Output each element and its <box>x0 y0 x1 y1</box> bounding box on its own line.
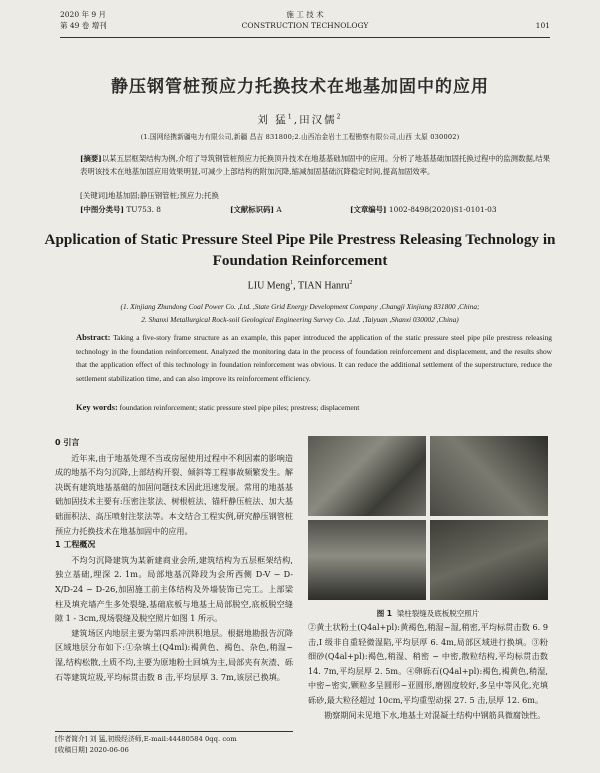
article-number: 1002-8498(2020)S1-0101-03 <box>388 205 497 214</box>
keywords-cn <box>80 190 550 202</box>
section-heading-intro: 0 引言 <box>55 438 80 447</box>
journal-name-en: CONSTRUCTION TECHNOLOGY <box>241 21 369 30</box>
paragraph: 建筑场区内地层主要为第四系冲洪积地层。根据地勘报告沉降区域地层分布如下:①杂填土(Q4ml):褐黄色、褐色、杂色,稍湿~湿,结构松散,土质不均,主要为原地粉土回填为主,局部夹有灰渣、砾石等建筑垃圾,平均标贯击数 8 击,平均层厚 3. 7m,该层已换填。 <box>55 627 293 682</box>
author-2-en: TIAN Hanru <box>297 280 350 292</box>
keywords-text-en: foundation reinforcement; static pressure steel pipe piles; prestress; displacement <box>119 403 360 412</box>
author-2-cn: 田汉儒 <box>299 114 337 126</box>
affiliations-en: (1. Xinjiang Zhundong Coal Power Co. ,Ltd. ,State Grid Energy Development Company ,Changji Xinjiang 831800 ,China; 2. Shanxi Metallurgical Rock-soil Geological Engineering Survey Co. ,Ltd. ,Taiyuan ,Shanxi 030002 ,China) <box>120 302 480 324</box>
author-bio: [作者简介] 刘 猛,初级经济师,E-mail:44480584 0qq. com <box>55 735 237 743</box>
section-heading-overview: 1 工程概况 <box>55 540 96 550</box>
received-date: [收稿日期] 2020-06-06 <box>55 746 129 754</box>
footnote <box>55 731 293 756</box>
figure-caption: 图 1 梁柱裂缝及底板脱空照片 <box>376 609 480 618</box>
keywords-text-cn: 地基加固;静压钢管桩;预应力;托换 <box>107 191 219 200</box>
crack-photo <box>308 436 426 516</box>
issue-date: 2020 年 9 月 <box>60 10 107 19</box>
abstract-text-en: Taking a five-story frame structure as an example, this paper introduced the application of the static pressure steel pipe pile prestress releasing technology in the foundation reinforcement. Analyzed the monitoring data in the process of foundation reinforcement and displacement, and the results show that the application effect of this technology in foundation reinforcement was obvious. It can reduce the additional settlement of the superstructure, reduce the settlement stabilization time, and can also improve its reinforcement efficiency. <box>76 333 552 383</box>
keywords-label-en: Key words: <box>76 402 118 412</box>
keywords-en <box>76 402 552 412</box>
keywords-label-cn: [关键词] <box>80 191 108 200</box>
gap-photo <box>308 520 426 600</box>
page: 2020 年 9 月 第 49 卷 增刊 施 工 技 术 CONSTRUCTION TECHNOLOGY 101 静压钢管桩预应力托换技术在地基加固中的应用 刘 猛$^1$,田汉儒$^2$ (1.国网经携新疆电力有限公司,新疆 昌吉 831800;2.山西冶金岩土工程勘察有限公司,山西 太原 030002) [摘要]以某五层框架结构为例,介绍了导筑钢管桩预应力托换顶升技术在地基基础加固中的应用。分析了地基基础加固托换过程中的监测数据,结果表明该技术在地基加固应用效果明显,可减少上部结构的附加沉降,缩减加固基础沉降稳定时间,提高加固效率。 [关键词]地基加固;静压钢管桩;预应力;托换 [中图分类号] TU753. 8 [文献标识码] A [文章编号] 1002-8498(2020)S1-0101-03 Application of Static Pressure Steel Pipe Pile Prestress Releasing Technology in Foundation Reinforcement LIU Meng$^1$, TIAN Hanru$^2$ (1. Xinjiang Zhundong Coal Power Co. ,Ltd. ,State Grid Energy Development Company ,Changji Xinjiang 831800 ,China; 2. Shanxi Metallurgical Rock-soil Geological Engineering Survey Co. ,Ltd. ,Taiyuan ,Shanxi 030002 ,China) Abstract: Taking a five-story frame structure as an example, this paper introduced the application of the static pressure steel pipe pile prestress releasing technology in the foundation reinforcement. Analyzed the monitoring data in the process of foundation reinforcement and displacement, and the results show that the application effect of this technology in foundation reinforcement was obvious. It can reduce the additional settlement of the superstructure, reduce the settlement stabilization time, and can also improve its reinforcement efficiency. Key words: foundation reinforcement; static pressure steel pipe piles; prestress; displacement 0 引言 近年来,由于地基处理不当或房屋使用过程中不利因素的影响造成的地基不均匀沉降,上部结构开裂、倾斜等工程事故频繁发生。解决既有建筑地基基础的加固问题技术因此迅速发展。常用的地基基础加固技术主要有:压密注浆法、树根桩法、锚杆静压桩法、加大基础面积法、高压喷射注浆法等。本文结合工程实例,研究静压钢管桩预应力托换技术在地基加固中的应用。 1 工程概况 不均匀沉降建筑为某新建商业会所,建筑结构为五层框架结构,独立基础,埋深 2. 1m。局部地基沉降段为会所西侧 D-V ~ D-X/D-24 ~ D-26,加固施工前主体结构及外墙装饰已完工。上部梁柱及填充墙产生多处裂缝,基础底板与地基土局部脱空,底板脱空缝隙 1 - 3cm,现场裂缝及脱空照片如图 1 所示。 建筑场区内地层主要为第四系冲洪积地层。根据地勘报告沉降区域地层分布如下:①杂填土(Q4ml):褐黄色、褐色、杂色,稍湿~湿,结构松散,土质不均,主要为原地粉土回填为主,局部夹有灰渣、砾石等建筑垃圾,平均标贯击数 8 击,平均层厚 3. 7m,该层已换填。 图 1 梁柱裂缝及底板脱空照片 ②黄土状粉土(Q4al+pl):黄褐色,稍湿~湿,稍密,平均标贯击数 6. 9 击,I 级非自重轻微湿陷,平均层厚 6. 4m,局部区域进行换填。③粉细砂(Q4al+pl):褐色,稍湿、稍密 ~ 中密,散粒结构,平均标贯击数 14. 7m,平均层厚 2. 5m。④卵砾石(Q4al+pl):褐色,褐黄色,稍湿,中密~密实,颗粒多呈圆形~亚圆形,磨圆度较好,多呈中等风化,充填砾砂,最大粒径超过 10cm,平均重型动探 27. 5 击,层厚 12. 6m。 勘察期间未见地下水,地基土对混凝土结构中钢筋具微腐蚀性。 [作者简介] 刘 猛,初级经济师,E-mail:44480584 0qq. com [收稿日期] 2020-06-06 <box>0 0 600 773</box>
article-title-cn: 静压钢管桩预应力托换技术在地基加固中的应用 <box>111 77 489 97</box>
paragraph: 不均匀沉降建筑为某新建商业会所,建筑结构为五层框架结构,独立基础,埋深 2. 1m。局部地基沉降段为会所西侧 D-V ~ D-X/D-24 ~ D-26,加固施工前主体结构及外墙装饰已完工。上部梁柱及填充墙产生多处裂缝,基础底板与地基土局部脱空,底板脱空缝隙 1 - 3cm,现场裂缝及脱空照片如图 1 所示。 <box>55 554 293 624</box>
abstract-label-en: Abstract: <box>76 332 111 342</box>
body-left-column <box>55 436 293 684</box>
author-1-cn: 刘 猛 <box>257 114 288 126</box>
cls-number: TU753. 8 <box>126 205 161 214</box>
abstract-cn <box>80 153 550 178</box>
paragraph: 近年来,由于地基处理不当或房屋使用过程中不利因素的影响造成的地基不均匀沉降,上部结构开裂、倾斜等工程事故频繁发生。解决既有建筑地基基础的加固问题技术因此迅速发展。常用的地基基础加固技术主要有:压密注浆法、树根桩法、锚杆静压桩法、加大基础面积法、高压喷射注浆法等。本文结合工程实例,研究静压钢管桩预应力托换技术在地基加固中的应用。 <box>55 452 293 536</box>
crack-photo <box>430 436 548 516</box>
doc-code: A <box>276 205 282 214</box>
gap-photo <box>430 520 548 600</box>
volume-issue: 第 49 卷 增刊 <box>60 21 107 30</box>
author-1-en: LIU Meng <box>247 280 291 292</box>
journal-name-cn: 施 工 技 术 <box>286 10 324 19</box>
paragraph: ②黄土状粉土(Q4al+pl):黄褐色,稍湿~湿,稍密,平均标贯击数 6. 9 击,I 级非自重轻微湿陷,平均层厚 6. 4m,局部区域进行换填。③粉细砂(Q4al+pl):褐色,稍湿、稍密 ~ 中密,散粒结构,平均标贯击数 14. 7m,平均层厚 2. 5m。④卵砾石(Q4al+pl):褐色,褐黄色,稍湿,中密~密实,颗粒多呈圆形~亚圆形,磨圆度较好,多呈中等风化,充填砾砂,最大粒径超过 10cm,平均重型动探 27. 5 击,层厚 12. 6m。 <box>308 622 548 705</box>
article-title-en: Application of Static Pressure Steel Pipe Pile Prestress Releasing Technology in Foundation Reinforcement <box>44 231 556 269</box>
figure-1-photos <box>308 436 548 604</box>
running-header <box>60 9 550 38</box>
body-right-column <box>308 620 548 722</box>
page-number: 101 <box>535 21 550 30</box>
abstract-text-cn: 以某五层框架结构为例,介绍了导筑钢管桩预应力托换顶升技术在地基基础加固中的应用。分析了地基基础加固托换过程中的监测数据,结果表明该技术在地基加固应用效果明显,可减少上部结构的附加沉降,缩减加固基础沉降稳定时间,提高加固效率。 <box>80 154 550 176</box>
affiliations-cn: (1.国网经携新疆电力有限公司,新疆 昌吉 831800;2.山西冶金岩土工程勘察有限公司,山西 太原 030002) <box>140 133 460 141</box>
authors-en: LIU Meng$^1$, TIAN Hanru$^2$ <box>247 280 353 292</box>
authors-cn: 刘 猛$^1$,田汉儒$^2$ <box>257 113 343 126</box>
abstract-label-cn: [摘要] <box>80 154 102 163</box>
abstract-en <box>76 331 552 385</box>
paragraph: 勘察期间未见地下水,地基土对混凝土结构中钢筋具微腐蚀性。 <box>324 709 546 720</box>
